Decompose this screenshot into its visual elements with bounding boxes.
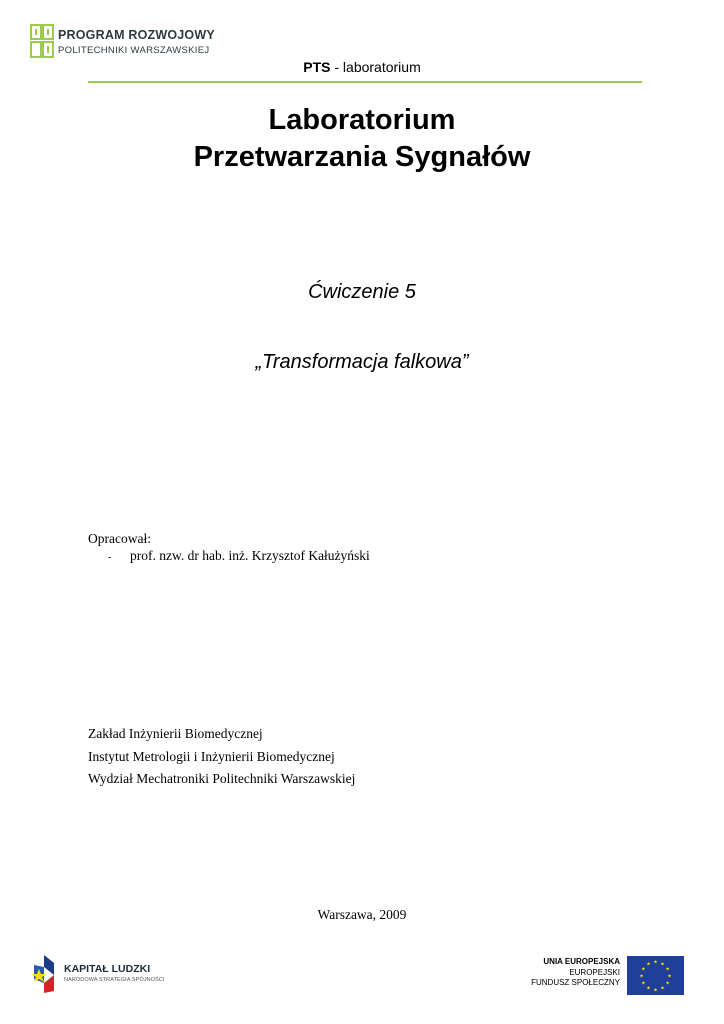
logo-line1: PROGRAM ROZWOJOWY (58, 28, 215, 42)
affiliation-line: Zakład Inżynierii Biomedycznej (88, 726, 263, 741)
running-header (0, 59, 724, 75)
kapital-ludzki-logo (30, 953, 180, 995)
document-title (0, 102, 724, 176)
svg-text:★: ★ (667, 973, 672, 980)
affiliation-line: Wydział Mechatroniki Politechniki Warszawskiej (88, 771, 356, 786)
svg-text:★: ★ (646, 961, 651, 968)
list-bullet: - (108, 552, 112, 563)
eu-text (500, 957, 620, 989)
course-label: - laboratorium (330, 59, 421, 75)
place-date: Warszawa, 2009 (317, 907, 407, 922)
affiliation-line: Instytut Metrologii i Inżynierii Biomedycznej (88, 748, 335, 764)
svg-text:★: ★ (641, 980, 646, 987)
course-code: PTS (303, 59, 331, 75)
svg-text:★: ★ (665, 980, 670, 987)
exercise-number: Ćwiczenie 5 (308, 281, 416, 303)
exercise-subtitle: „Transformacja falkowa” (255, 351, 469, 373)
svg-text:★: ★ (639, 973, 644, 980)
title-line1: Laboratorium (268, 104, 456, 136)
svg-text:★: ★ (653, 959, 658, 966)
author-name: prof. nzw. dr hab. inż. Krzysztof Kałużyński (130, 548, 370, 563)
eu-line1: UNIA EUROPEJSKA (543, 957, 620, 966)
logo-line2: POLITECHNIKI WARSZAWSKIEJ (58, 45, 210, 56)
eu-line3: FUNDUSZ SPOŁECZNY (531, 978, 620, 987)
kapital-ludzki-icon (30, 953, 60, 995)
affiliation-block (88, 723, 355, 791)
program-logo-icon (30, 24, 54, 58)
svg-text:★: ★ (653, 987, 658, 994)
kl-subtitle: NARODOWA STRATEGIA SPÓJNOŚCI (64, 977, 165, 983)
svg-text:★: ★ (660, 961, 665, 968)
svg-text:★: ★ (665, 966, 670, 973)
svg-text:★: ★ (641, 966, 646, 973)
author-item (108, 548, 370, 564)
svg-text:★: ★ (646, 985, 651, 992)
title-line2: Przetwarzania Sygnałów (193, 141, 531, 173)
program-rozwojowy-logo (30, 24, 230, 60)
kl-title: KAPITAŁ LUDZKI (64, 963, 151, 975)
prepared-by-label: Opracował: (88, 531, 151, 546)
header-rule (88, 81, 642, 83)
eu-flag-icon (627, 956, 684, 995)
eu-line2: EUROPEJSKI (569, 967, 620, 977)
svg-text:★: ★ (660, 985, 665, 992)
